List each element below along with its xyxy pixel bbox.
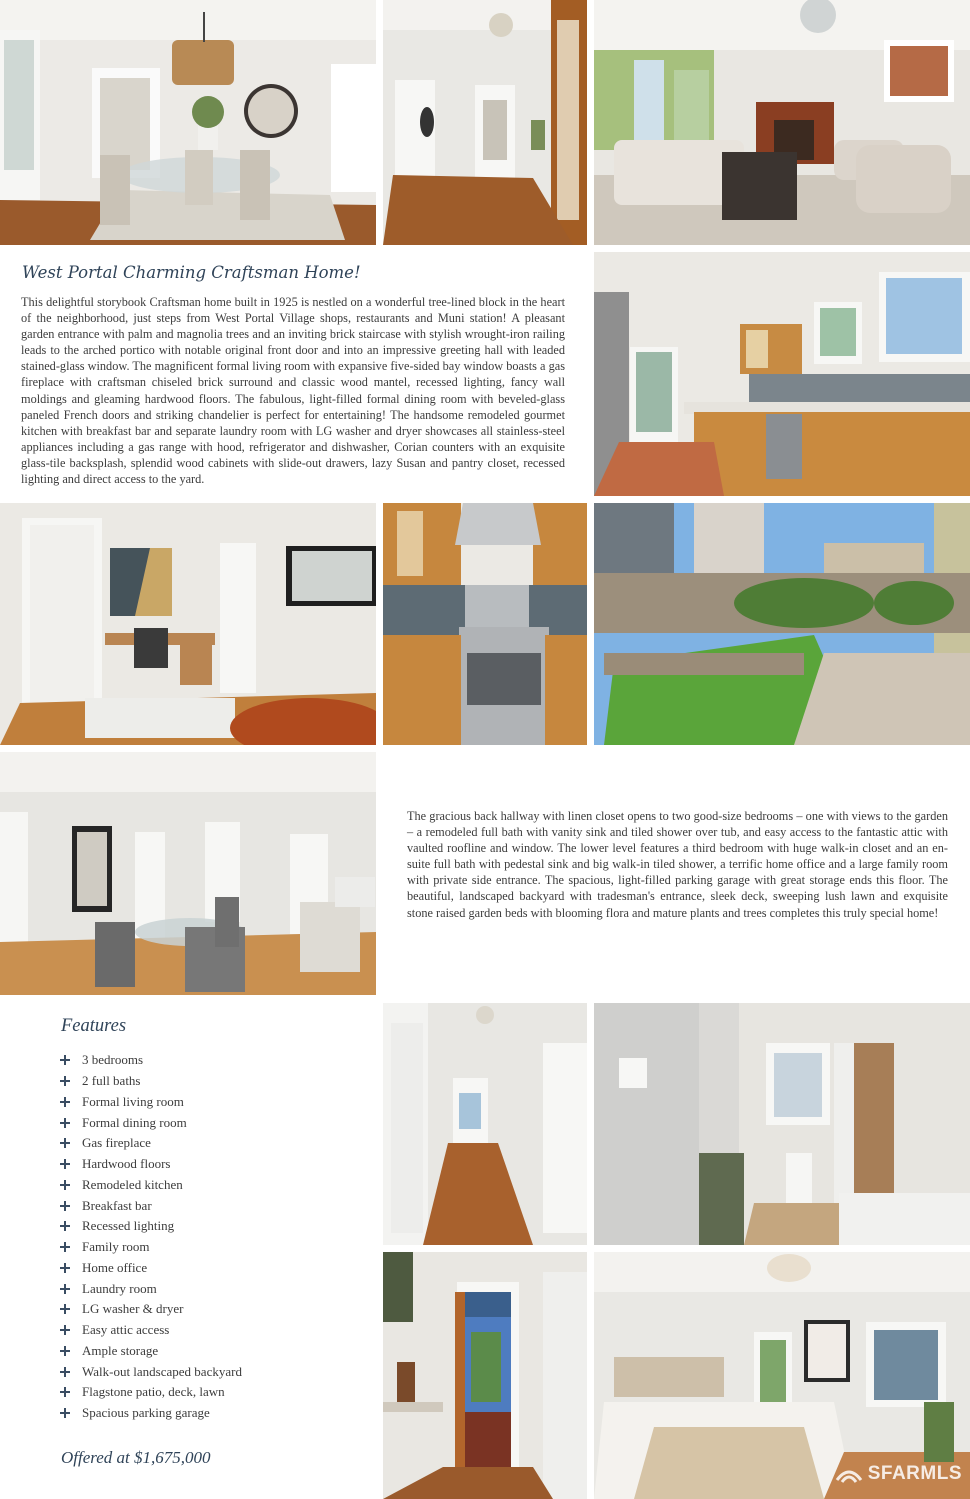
feature-label: Gas fireplace — [82, 1135, 151, 1151]
feature-item — [60, 1133, 242, 1154]
photo-back-hallway — [383, 1003, 587, 1245]
feature-item — [60, 1361, 242, 1382]
watermark-text: SFARMLS — [867, 1463, 962, 1484]
feature-label: Walk-out landscaped backyard — [82, 1363, 242, 1379]
plus-bullet-icon — [60, 1408, 70, 1418]
feature-item — [60, 1050, 242, 1071]
feature-label: Flagstone patio, deck, lawn — [82, 1384, 225, 1400]
photo-home-office — [0, 503, 376, 745]
feature-label: Ample storage — [82, 1342, 159, 1358]
plus-bullet-icon — [60, 1159, 70, 1169]
plus-bullet-icon — [60, 1263, 70, 1273]
feature-label: Family room — [82, 1239, 150, 1255]
photo-kitchen — [594, 252, 970, 496]
feature-item — [60, 1175, 242, 1196]
feature-label: Hardwood floors — [82, 1156, 171, 1172]
photo-backyard — [594, 503, 970, 745]
feature-label: Spacious parking garage — [82, 1405, 210, 1421]
sfarmls-logo-icon — [834, 1462, 864, 1486]
photo-entry-door — [383, 1252, 587, 1499]
sfarmls-watermark — [834, 1462, 962, 1486]
feature-label: Breakfast bar — [82, 1197, 152, 1213]
feature-item — [60, 1341, 242, 1362]
features-list — [60, 1050, 242, 1424]
plus-bullet-icon — [60, 1201, 70, 1211]
feature-item — [60, 1258, 242, 1279]
feature-item — [60, 1403, 242, 1424]
plus-bullet-icon — [60, 1242, 70, 1252]
photo-bathroom — [594, 1003, 970, 1245]
photo-kitchen-range — [383, 503, 587, 745]
feature-label: 2 full baths — [82, 1073, 141, 1089]
listing-headline: West Portal Charming Craftsman Home! — [22, 263, 361, 282]
plus-bullet-icon — [60, 1180, 70, 1190]
feature-item — [60, 1112, 242, 1133]
feature-label: LG washer & dryer — [82, 1301, 184, 1317]
features-heading: Features — [61, 1016, 127, 1036]
feature-item — [60, 1216, 242, 1237]
feature-label: Formal dining room — [82, 1114, 187, 1130]
feature-item — [60, 1195, 242, 1216]
feature-label: Remodeled kitchen — [82, 1176, 183, 1192]
plus-bullet-icon — [60, 1325, 70, 1335]
listing-description-lower-level: The gracious back hallway with linen closet opens to two good-size bedrooms – one with views to the garden – a remodeled full bath with vanity sink and tiled shower over tub, and easy access to the fantastic attic with vaulted roofline and window. The lower level features a third bedroom with huge walk-in closet and an en-suite full bath with pedestal sink and big walk-in tiled shower, a terrific home office and a large family room with private side entrance. The spacious, light-filled parking garage with great storage ends this floor. The beautiful, landscaped backyard with tradesman's entrance, sleek deck, sweeping lush lawn and exquisite stone raised garden beds with blooming flora and mature plants and trees completes this truly special home! — [407, 809, 948, 920]
photo-living-room — [594, 0, 970, 245]
feature-label: Formal living room — [82, 1093, 184, 1109]
feature-item — [60, 1382, 242, 1403]
feature-item — [60, 1154, 242, 1175]
plus-bullet-icon — [60, 1138, 70, 1148]
photo-front-hallway — [383, 0, 587, 245]
plus-bullet-icon — [60, 1076, 70, 1086]
feature-item — [60, 1278, 242, 1299]
plus-bullet-icon — [60, 1055, 70, 1065]
plus-bullet-icon — [60, 1221, 70, 1231]
plus-bullet-icon — [60, 1097, 70, 1107]
listing-price: Offered at $1,675,000 — [61, 1448, 211, 1467]
plus-bullet-icon — [60, 1118, 70, 1128]
feature-label: Laundry room — [82, 1280, 157, 1296]
feature-item — [60, 1299, 242, 1320]
photo-dining-room — [0, 0, 376, 245]
plus-bullet-icon — [60, 1304, 70, 1314]
plus-bullet-icon — [60, 1367, 70, 1377]
feature-label: Easy attic access — [82, 1322, 170, 1338]
feature-item — [60, 1071, 242, 1092]
feature-label: Recessed lighting — [82, 1218, 175, 1234]
feature-item — [60, 1092, 242, 1113]
plus-bullet-icon — [60, 1284, 70, 1294]
feature-item — [60, 1237, 242, 1258]
feature-label: 3 bedrooms — [82, 1052, 144, 1068]
plus-bullet-icon — [60, 1346, 70, 1356]
feature-item — [60, 1320, 242, 1341]
plus-bullet-icon — [60, 1387, 70, 1397]
feature-label: Home office — [82, 1259, 148, 1275]
photo-family-room — [0, 752, 376, 995]
listing-description-main: This delightful storybook Craftsman home built in 1925 is nestled on a wonderful tree-lined block in the heart of the neighborhood, just steps from West Portal Village shops, restaurants and Muni station! A pleasant garden entrance with palm and magnolia trees and an inviting brick staircase with stylish wrought-iron railing leads to the arched portico with notable original front door and into an impressive greeting hall with leaded stained-glass window. The magnificent formal living room with expansive five-sided bay window boasts a gas fireplace with craftsman chiseled brick surround and classic wood mantel, recessed lighting, fancy wall moldings and gleaming hardwood floors. The fabulous, light-filled formal dining room with beveled-glass paneled French doors and striking chandelier is perfect for entertaining! The handsome remodeled gourmet kitchen with breakfast bar and separate laundry room with LG washer and dryer showcases all stainless-steel appliances including a gas range with hood, refrigerator and dishwasher, Corian counters with an exquisite glass-tile backsplash, splendid wood cabinets with slide-out drawers, lazy Susan and pantry closet, recessed lighting and direct access to the yard. — [21, 295, 565, 487]
